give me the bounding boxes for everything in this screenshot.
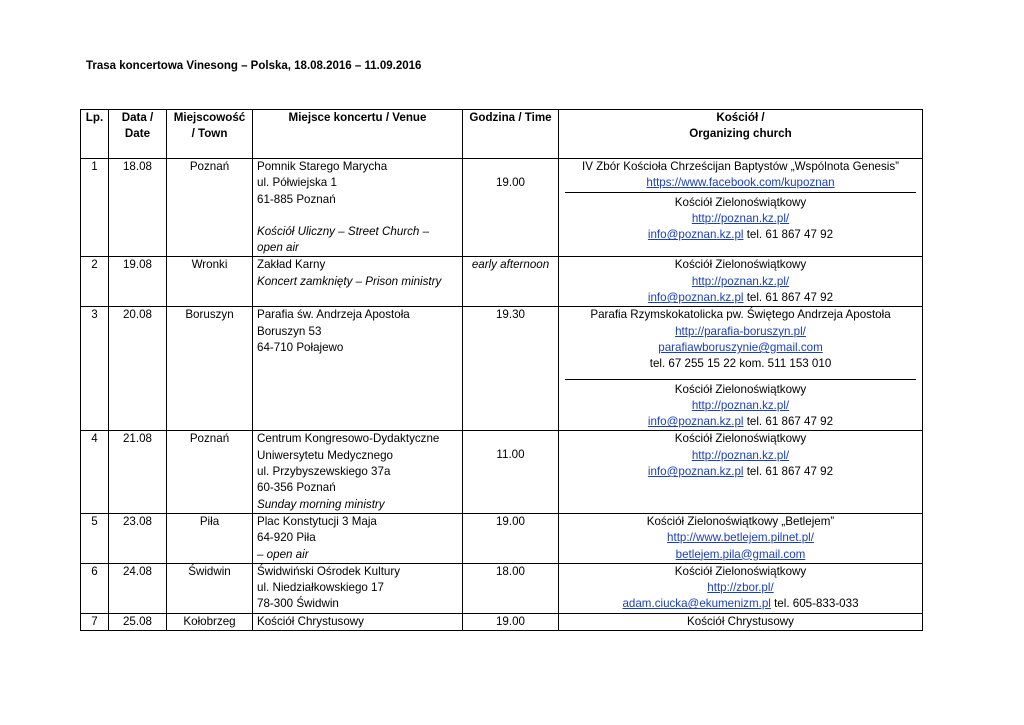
church-email[interactable]: adam.ciucka@ekumenizm.pl (622, 597, 771, 611)
cell-time: 19.00 (463, 159, 559, 257)
cell-church: Kościół Zielonoświątkowy http://poznan.kz.pl/ info@poznan.kz.pl tel. 61 867 47 92 (559, 431, 923, 513)
church-link[interactable]: http://poznan.kz.pl/ (691, 211, 790, 225)
header-time: Godzina / Time (463, 110, 559, 159)
table-row (81, 159, 923, 257)
cell-church: Parafia Rzymskokatolicka pw. Świętego Andrzeja Apostoła http://parafia-boruszyn.pl/ parafiawboruszynie@gmail.com tel. 67 255 15 22 kom. 511 153 010 Kościół Zielonoświątkowy http://poznan.kz.pl/ info@poznan.kz.pl tel. 61 867 47 92 (559, 307, 923, 431)
cell-venue: Centrum Kongresowo-Dydaktyczne Uniwersytetu Medycznego ul. Przybyszewskiego 37a 60-356 Poznań Sunday morning ministry (253, 431, 463, 513)
cell-venue: Kościół Chrystusowy (253, 613, 463, 630)
cell-lp: 6 (81, 563, 109, 613)
cell-lp: 2 (81, 257, 109, 307)
church-email[interactable]: parafiawboruszynie@gmail.com (658, 340, 823, 354)
cell-town: Świdwin (167, 563, 253, 613)
cell-town: Kołobrzeg (167, 613, 253, 630)
cell-date: 24.08 (109, 563, 167, 613)
cell-church: Kościół Zielonoświątkowy „Betlejem” http://www.betlejem.pilnet.pl/ betlejem.pila@gmail.com (559, 513, 923, 563)
cell-town: Poznań (167, 431, 253, 513)
concert-schedule-table (80, 109, 923, 631)
cell-lp: 1 (81, 159, 109, 257)
table-row (81, 257, 923, 307)
cell-date: 21.08 (109, 431, 167, 513)
cell-venue: Świdwiński Ośrodek Kultury ul. Niedziałkowskiego 17 78-300 Świdwin (253, 563, 463, 613)
church-link[interactable]: http://poznan.kz.pl/ (691, 398, 790, 412)
church-email[interactable]: info@poznan.kz.pl (647, 415, 744, 429)
cell-venue: Plac Konstytucji 3 Maja 64-920 Piła – open air (253, 513, 463, 563)
cell-town: Poznań (167, 159, 253, 257)
cell-date: 25.08 (109, 613, 167, 630)
cell-date: 23.08 (109, 513, 167, 563)
header-town: Miejscowość / Town (167, 110, 253, 159)
document-title: Trasa koncertowa Vinesong – Polska, 18.08.2016 – 11.09.2016 (86, 60, 422, 72)
table-row (81, 431, 923, 513)
church-email[interactable]: info@poznan.kz.pl (647, 465, 744, 479)
church-email[interactable]: info@poznan.kz.pl (647, 228, 744, 242)
cell-town: Wronki (167, 257, 253, 307)
cell-date: 19.08 (109, 257, 167, 307)
cell-date: 20.08 (109, 307, 167, 431)
church-link[interactable]: http://poznan.kz.pl/ (691, 274, 790, 288)
cell-church: Kościół Zielonoświątkowy http://poznan.kz.pl/ info@poznan.kz.pl tel. 61 867 47 92 (559, 257, 923, 307)
church-link[interactable]: http://poznan.kz.pl/ (691, 448, 790, 462)
cell-town: Boruszyn (167, 307, 253, 431)
table-row (81, 513, 923, 563)
cell-church: Kościół Chrystusowy (559, 613, 923, 630)
cell-time: 19.30 (463, 307, 559, 431)
cell-time: 18.00 (463, 563, 559, 613)
separator-line (565, 192, 916, 193)
cell-church: Kościół Zielonoświątkowy http://zbor.pl/ adam.ciucka@ekumenizm.pl tel. 605-833-033 (559, 563, 923, 613)
cell-church: IV Zbór Kościoła Chrześcijan Baptystów „Wspólnota Genesis” https://www.facebook.com/kupoznan Kościół Zielonoświątkowy http://poznan.kz.pl/ info@poznan.kz.pl tel. 61 867 47 92 (559, 159, 923, 257)
separator-line (565, 379, 916, 380)
header-church: Kościół / Organizing church (559, 110, 923, 159)
cell-time: 19.00 (463, 613, 559, 630)
cell-lp: 7 (81, 613, 109, 630)
church-email[interactable]: info@poznan.kz.pl (647, 291, 744, 305)
cell-lp: 3 (81, 307, 109, 431)
header-venue: Miejsce koncertu / Venue (253, 110, 463, 159)
cell-time: 19.00 (463, 513, 559, 563)
table-row (81, 307, 923, 431)
table-header-row (81, 110, 923, 159)
header-date: Data / Date (109, 110, 167, 159)
table-row (81, 563, 923, 613)
church-link[interactable]: http://zbor.pl/ (707, 581, 774, 595)
church-email[interactable]: betlejem.pila@gmail.com (675, 547, 806, 561)
cell-date: 18.08 (109, 159, 167, 257)
cell-town: Piła (167, 513, 253, 563)
church-link[interactable]: http://www.betlejem.pilnet.pl/ (667, 531, 814, 545)
cell-time: early afternoon (463, 257, 559, 307)
church-link[interactable]: https://www.facebook.com/kupoznan (646, 176, 835, 190)
church-link[interactable]: http://parafia-boruszyn.pl/ (675, 324, 806, 338)
table-row (81, 613, 923, 630)
cell-lp: 5 (81, 513, 109, 563)
cell-venue: Zakład Karny Koncert zamknięty – Prison ministry (253, 257, 463, 307)
cell-time: 11.00 (463, 431, 559, 513)
cell-lp: 4 (81, 431, 109, 513)
cell-venue: Parafia św. Andrzeja Apostoła Boruszyn 53 64-710 Połajewo (253, 307, 463, 431)
header-lp: Lp. (81, 110, 109, 159)
cell-venue: Pomnik Starego Marycha ul. Półwiejska 1 61-885 Poznań Kościół Uliczny – Street Church – open air (253, 159, 463, 257)
